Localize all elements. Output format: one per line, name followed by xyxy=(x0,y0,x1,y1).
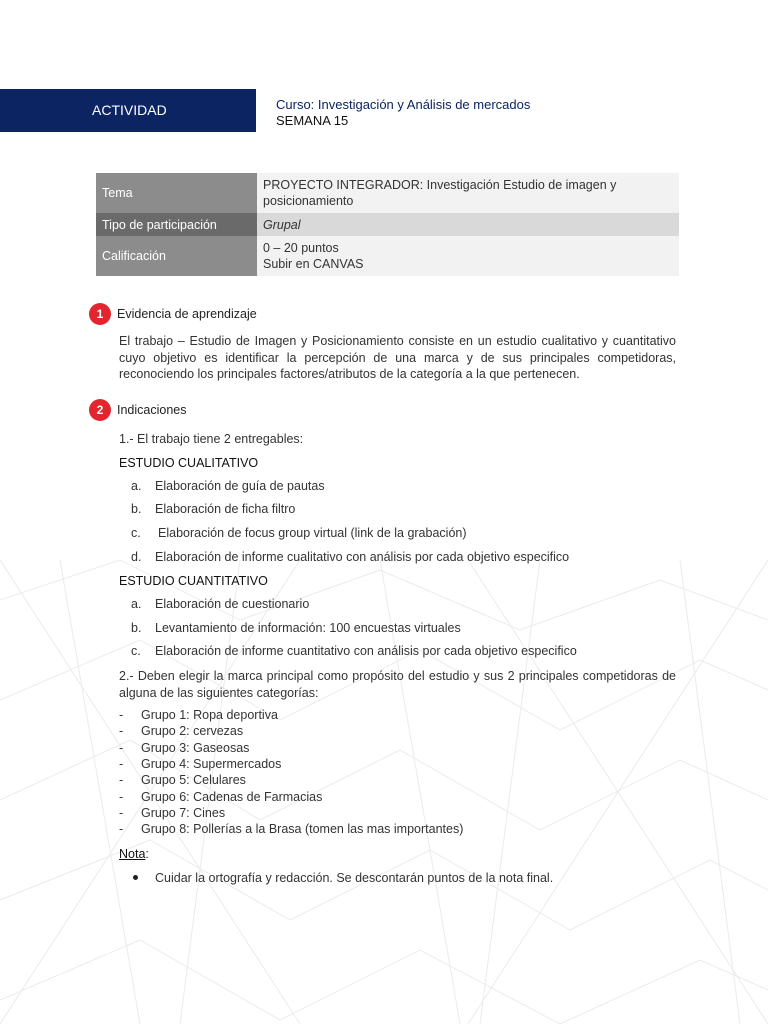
week-label: SEMANA 15 xyxy=(276,113,349,128)
header-info xyxy=(276,97,530,129)
list-marker: c. xyxy=(131,526,141,540)
row-label-grade: Calificación xyxy=(96,236,257,276)
list-item: Elaboración de focus group virtual (link de la grabación) xyxy=(158,526,467,540)
brand-selection-paragraph: 2.- Deben elegir la marca principal como propósito del estudio y sus 2 principales competidoras de alguna de las siguientes categorías: xyxy=(119,669,676,700)
list-item: Grupo 2: cervezas xyxy=(141,724,244,738)
list-item: Elaboración de cuestionario xyxy=(155,597,310,611)
list-item: Grupo 4: Supermercados xyxy=(141,757,282,771)
grade-submit: Subir en CANVAS xyxy=(263,257,364,271)
table-row xyxy=(96,213,679,236)
section-title: Evidencia de aprendizaje xyxy=(117,307,257,321)
list-marker: a. xyxy=(131,479,142,493)
list-marker: b. xyxy=(131,502,142,516)
list-marker: - xyxy=(119,790,124,804)
list-marker: - xyxy=(119,773,124,787)
list-marker: c. xyxy=(131,644,141,658)
table-row xyxy=(96,236,679,276)
info-table xyxy=(96,173,679,276)
list-item: Elaboración de guía de pautas xyxy=(155,479,325,493)
list-marker: a. xyxy=(131,597,142,611)
list-marker: - xyxy=(119,806,124,820)
deliverables-intro: 1.- El trabajo tiene 2 entregables: xyxy=(119,432,304,446)
list-marker: - xyxy=(119,708,124,722)
list-marker: b. xyxy=(131,621,142,635)
note-item: Cuidar la ortografía y redacción. Se descontarán puntos de la nota final. xyxy=(155,871,554,885)
list-item: Grupo 7: Cines xyxy=(141,806,226,820)
list-marker: d. xyxy=(131,550,142,564)
section-instructions-header xyxy=(89,399,187,421)
list-item: Elaboración de informe cualitativo con análisis por cada objetivo especifico xyxy=(155,550,570,564)
row-value-participation: Grupal xyxy=(257,213,679,236)
section-number-badge: 2 xyxy=(89,399,111,421)
list-item: Grupo 8: Pollerías a la Brasa (tomen las mas importantes) xyxy=(141,822,464,836)
quantitative-title: ESTUDIO CUANTITATIVO xyxy=(119,574,268,588)
row-value-tema: PROYECTO INTEGRADOR: Investigación Estudio de imagen y posicionamiento xyxy=(257,173,679,213)
list-item: Grupo 3: Gaseosas xyxy=(141,741,250,755)
activity-label: ACTIVIDAD xyxy=(92,102,167,118)
section-title: Indicaciones xyxy=(117,403,187,417)
evidence-paragraph: El trabajo – Estudio de Imagen y Posicionamiento consiste en un estudio cualitativo y cuantitativo cuyo objetivo es identificar la percepción de una marca y de sus principales competidoras, reconociendo los principales factores/atributos de la categoría a la que pertenecen. xyxy=(119,334,676,381)
list-marker: - xyxy=(119,741,124,755)
header-activity-bar xyxy=(0,89,256,132)
list-item: Grupo 6: Cadenas de Farmacias xyxy=(141,790,323,804)
row-label-tema: Tema xyxy=(96,173,257,213)
course-title: Curso: Investigación y Análisis de mercados xyxy=(276,97,531,112)
list-marker: - xyxy=(119,822,124,836)
list-marker: - xyxy=(119,724,124,738)
bullet-dot xyxy=(133,875,138,880)
list-item: Grupo 5: Celulares xyxy=(141,773,246,787)
section-evidence-header xyxy=(89,303,257,325)
list-item: Elaboración de informe cuantitativo con análisis por cada objetivo especifico xyxy=(155,644,577,658)
list-item: Levantamiento de información: 100 encuestas virtuales xyxy=(155,621,461,635)
list-item: Grupo 1: Ropa deportiva xyxy=(141,708,278,722)
row-value-grade xyxy=(257,236,679,276)
grade-points: 0 – 20 puntos xyxy=(263,241,339,255)
note-label: Nota xyxy=(119,847,146,861)
section-number-badge: 1 xyxy=(89,303,111,325)
table-row xyxy=(96,173,679,213)
list-item: Elaboración de ficha filtro xyxy=(155,502,296,516)
list-marker: - xyxy=(119,757,124,771)
qualitative-title: ESTUDIO CUALITATIVO xyxy=(119,456,259,470)
row-label-participation: Tipo de participación xyxy=(96,213,257,236)
note-heading xyxy=(119,847,149,861)
note-colon: : xyxy=(145,847,149,861)
